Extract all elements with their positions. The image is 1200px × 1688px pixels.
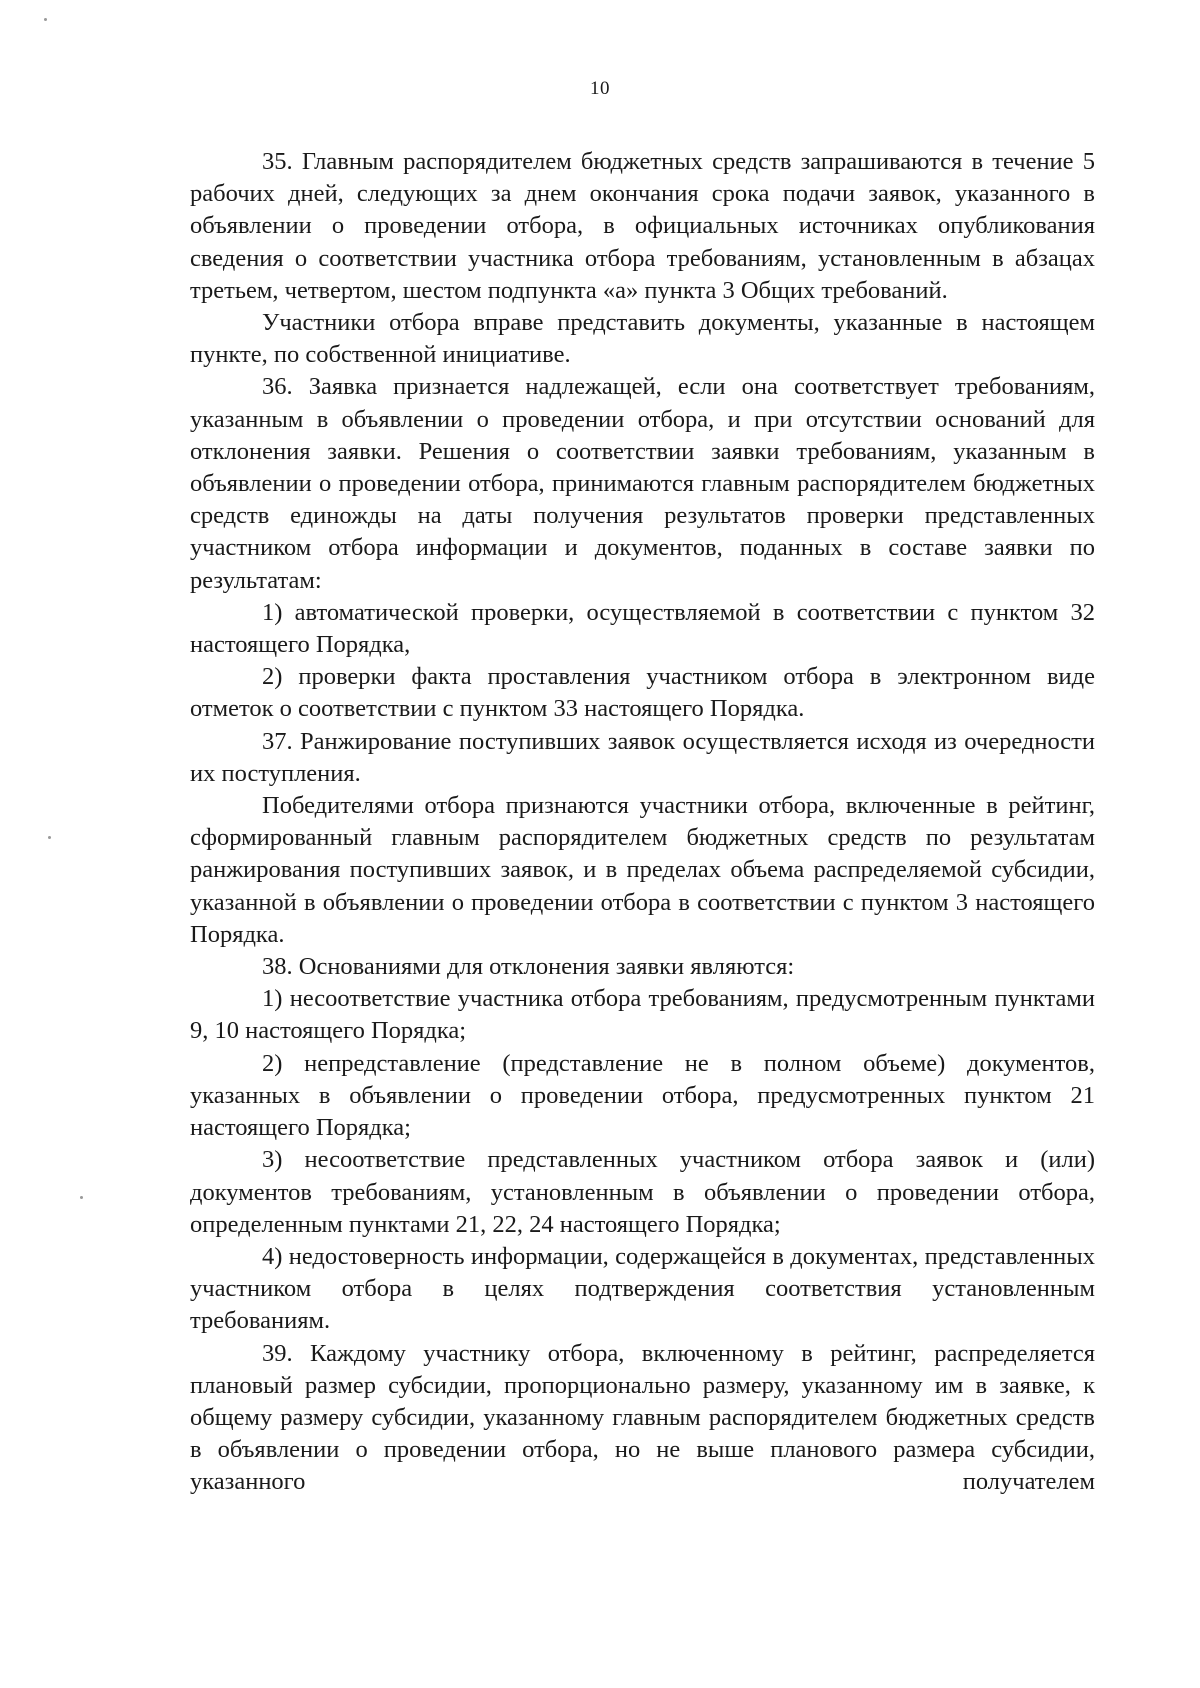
paragraph-36: 36. Заявка признается надлежащей, если она соответствует требованиям, указанным в объявлении о проведении отбора, и при отсутствии оснований для отклонения заявки. Решения о соответствии заявки требованиям, указанным в объявлении о проведении отбора, принимаются главным распорядителем бюджетных средств единожды на даты получения результатов проверки представленных участником отбора информации и документов, поданных в составе заявки по результатам:	[190, 373, 1095, 594]
page-number: 10	[590, 78, 610, 99]
paragraph-37-winners: Победителями отбора признаются участники отбора, включенные в рейтинг, сформированный главным распорядителем бюджетных средств по результатам ранжирования поступивших заявок, и в пределах объема распределяемой субсидии, указанной в объявлении о проведении отбора в соответствии с пунктом 3 настоящего Порядка.	[190, 792, 1095, 948]
scan-speck	[80, 1196, 83, 1199]
scan-speck	[44, 18, 47, 21]
paragraph-38-item-2: 2) непредставление (представление не в полном объеме) документов, указанных в объявлении о проведении отбора, предусмотренных пунктом 21 настоящего Порядка;	[190, 1049, 1095, 1142]
document-body	[190, 146, 1095, 1499]
paragraph-36-item-2: 2) проверки факта проставления участником отбора в электронном виде отметок о соответствии с пунктом 33 настоящего Порядка.	[190, 663, 1095, 723]
paragraph-35-initiative: Участники отбора вправе представить документы, указанные в настоящем пункте, по собственной инициативе.	[190, 309, 1095, 369]
paragraph-38-item-4: 4) недостоверность информации, содержащейся в документах, представленных участником отбора в целях подтверждения соответствия установленным требованиям.	[190, 1242, 1095, 1335]
paragraph-38-item-1: 1) несоответствие участника отбора требованиям, предусмотренным пунктами 9, 10 настоящего Порядка;	[190, 985, 1095, 1045]
paragraph-37: 37. Ранжирование поступивших заявок осуществляется исходя из очередности их поступления.	[190, 727, 1095, 787]
paragraph-35: 35. Главным распорядителем бюджетных средств запрашиваются в течение 5 рабочих дней, следующих за днем окончания срока подачи заявок, указанного в объявлении о проведении отбора, в официальных источниках опубликования сведения о соответствии участника отбора требованиям, установленным в абзацах третьем, четвертом, шестом подпункта «а» пункта 3 Общих требований.	[190, 148, 1095, 304]
paragraph-38: 38. Основаниями для отклонения заявки являются:	[262, 953, 795, 981]
paragraph-39: 39. Каждому участнику отбора, включенному в рейтинг, распределяется плановый размер субсидии, пропорционально размеру, указанному им в заявке, к общему размеру субсидии, указанному главным распорядителем бюджетных средств в объявлении о проведении отбора, но не выше планового размера субсидии, указанного получателем	[190, 1339, 1095, 1496]
paragraph-38-item-3: 3) несоответствие представленных участником отбора заявок и (или) документов требованиям, установленным в объявлении о проведении отбора, определенным пунктами 21, 22, 24 настоящего Порядка;	[190, 1146, 1095, 1238]
scan-speck	[48, 836, 51, 839]
paragraph-36-item-1: 1) автоматической проверки, осуществляемой в соответствии с пунктом 32 настоящего Порядка,	[190, 598, 1095, 659]
